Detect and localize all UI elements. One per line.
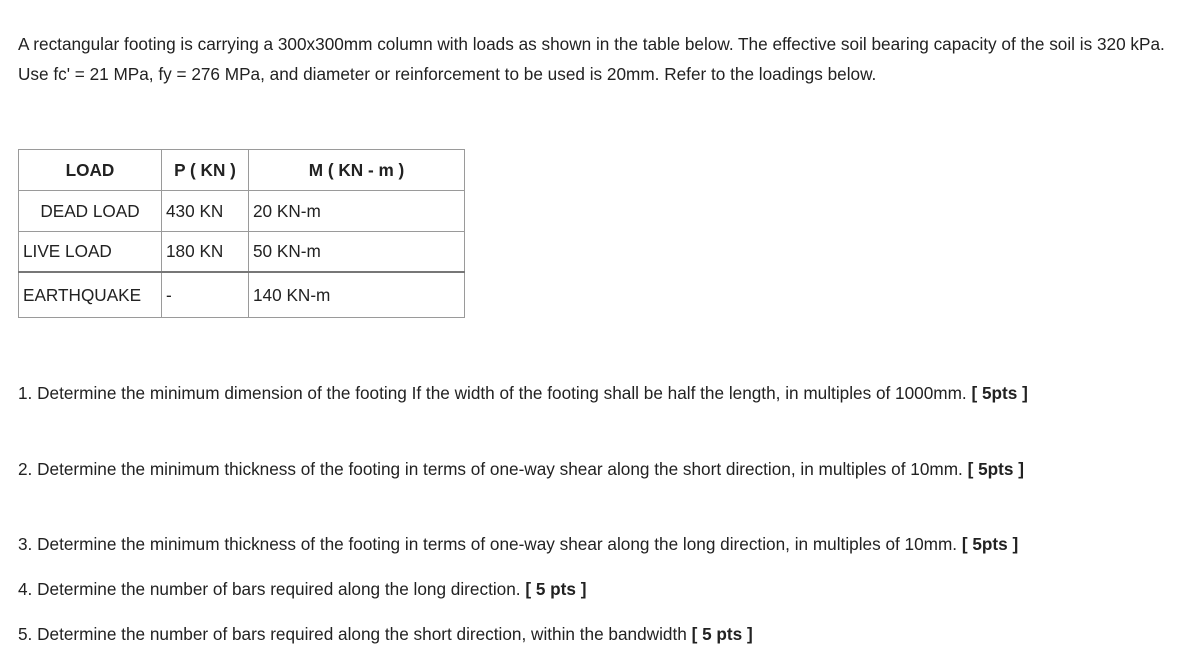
question-4: [18, 574, 1186, 604]
header-load: LOAD: [19, 150, 162, 191]
question-text: 3. Determine the minimum thickness of the footing in terms of one-way shear along the long direction, in multiples of 10mm.: [18, 534, 958, 554]
question-3: [18, 529, 1186, 559]
question-points: [ 5pts ]: [971, 383, 1028, 403]
question-points: [ 5pts ]: [961, 534, 1019, 554]
table-row: [19, 191, 465, 232]
question-1: [18, 378, 1186, 408]
problem-statement: A rectangular footing is carrying a 300x300mm column with loads as shown in the table below. The effective soil bearing capacity of the soil is 320 kPa. Use fc' = 21 MPa, fy = 276 MPa, and diameter or reinforcement to be used is 20mm. Refer to the loadings below.: [18, 34, 1165, 84]
question-text: 2. Determine the minimum thickness of the footing in terms of one-way shear along the short direction, in multiples of 10mm.: [18, 459, 963, 479]
question-2: [18, 454, 1186, 484]
question-text: 4. Determine the number of bars required along the long direction.: [18, 579, 521, 599]
table-row: [19, 232, 465, 273]
question-points: [ 5 pts ]: [691, 624, 753, 644]
cell-m-value: 50 KN-m: [249, 232, 465, 273]
question-points: [ 5pts ]: [967, 459, 1024, 479]
header-p: P ( KN ): [162, 150, 249, 191]
table-header-row: [19, 150, 465, 191]
cell-m-value: 20 KN-m: [249, 191, 465, 232]
cell-load-type: LIVE LOAD: [19, 232, 162, 273]
cell-p-value: 180 KN: [162, 232, 249, 273]
cell-load-type: EARTHQUAKE: [19, 272, 162, 318]
loads-table: [18, 149, 465, 318]
cell-load-type: DEAD LOAD: [19, 191, 162, 232]
question-text: 5. Determine the number of bars required along the short direction, within the bandwidth: [18, 624, 687, 644]
table-row: [19, 272, 465, 318]
cell-p-value: -: [162, 272, 249, 318]
header-m: M ( KN - m ): [249, 150, 465, 191]
cell-m-value: 140 KN-m: [249, 272, 465, 318]
question-points: [ 5 pts ]: [525, 579, 587, 599]
question-text: 1. Determine the minimum dimension of the footing If the width of the footing shall be half the length, in multiples of 1000mm.: [18, 383, 967, 403]
question-5: [18, 619, 1186, 649]
cell-p-value: 430 KN: [162, 191, 249, 232]
